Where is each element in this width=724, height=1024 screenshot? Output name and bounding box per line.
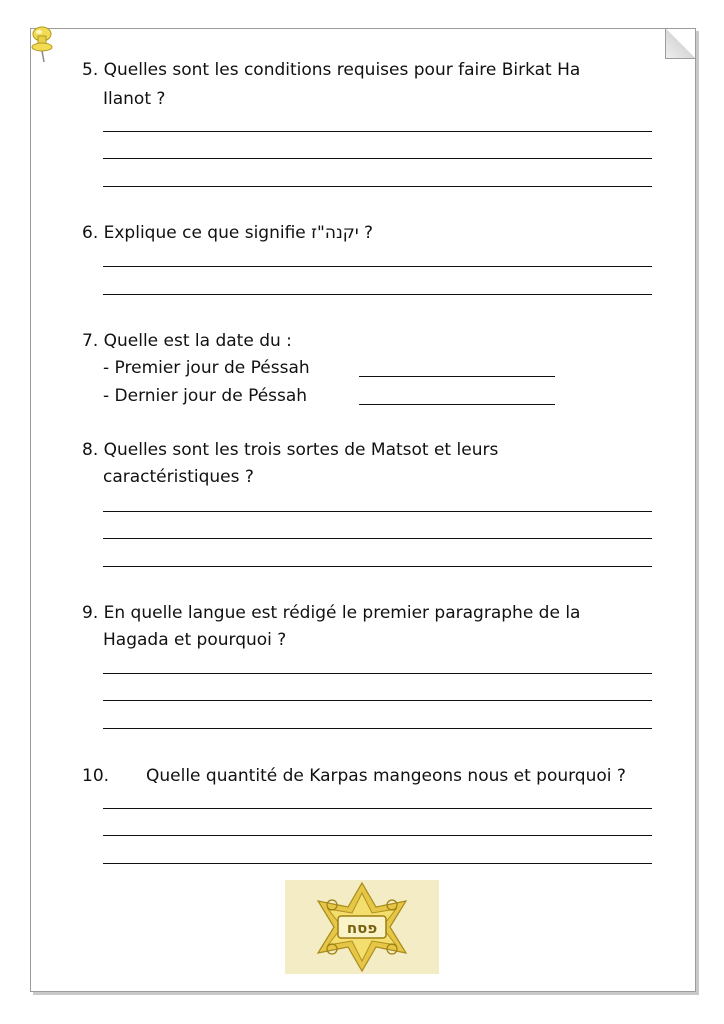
question-6-prefix: 6. Explique ce que signifie [82,223,312,243]
answer-line-8-2[interactable] [103,538,652,539]
answer-line-6-1[interactable] [103,266,652,267]
question-10-text: Quelle quantité de Karpas mangeons nous et pourquoi ? [146,766,626,786]
answer-line-9-3[interactable] [103,728,652,729]
question-7-item-2: - Dernier jour de Péssah [103,386,308,406]
answer-line-7-2[interactable] [359,404,555,405]
question-8-line-1: 8. Quelles sont les trois sortes de Matsot et leurs [82,440,499,460]
answer-line-9-2[interactable] [103,700,652,701]
question-7-line-1: 7. Quelle est la date du : [82,331,292,351]
pessah-logo-text: פסח [346,919,378,937]
pushpin-icon [28,24,62,66]
question-6 [82,220,373,247]
answer-line-5-1[interactable] [103,131,652,132]
answer-line-10-3[interactable] [103,863,652,864]
question-5-line-2: Ilanot ? [103,89,166,109]
worksheet-page [30,28,696,992]
question-10-number: 10. [82,766,110,786]
question-5-line-1: 5. Quelles sont les conditions requises pour faire Birkat Ha [82,60,581,80]
question-9-line-1: 9. En quelle langue est rédigé le premier paragraphe de la [82,603,581,623]
question-8-line-2: caractéristiques ? [103,467,254,487]
answer-line-8-3[interactable] [103,566,652,567]
question-7-item-1: - Premier jour de Péssah [103,358,310,378]
page-curl [665,29,695,59]
answer-line-6-2[interactable] [103,294,652,295]
answer-line-5-3[interactable] [103,186,652,187]
pessah-logo [285,880,439,974]
answer-line-10-2[interactable] [103,835,652,836]
question-6-suffix: ? [358,223,374,243]
question-9-line-2: Hagada et pourquoi ? [103,630,287,650]
answer-line-8-1[interactable] [103,511,652,512]
answer-line-9-1[interactable] [103,673,652,674]
question-6-hebrew-word: יקנה"ז [311,223,359,243]
answer-line-10-1[interactable] [103,808,652,809]
answer-line-7-1[interactable] [359,376,555,377]
answer-line-5-2[interactable] [103,158,652,159]
